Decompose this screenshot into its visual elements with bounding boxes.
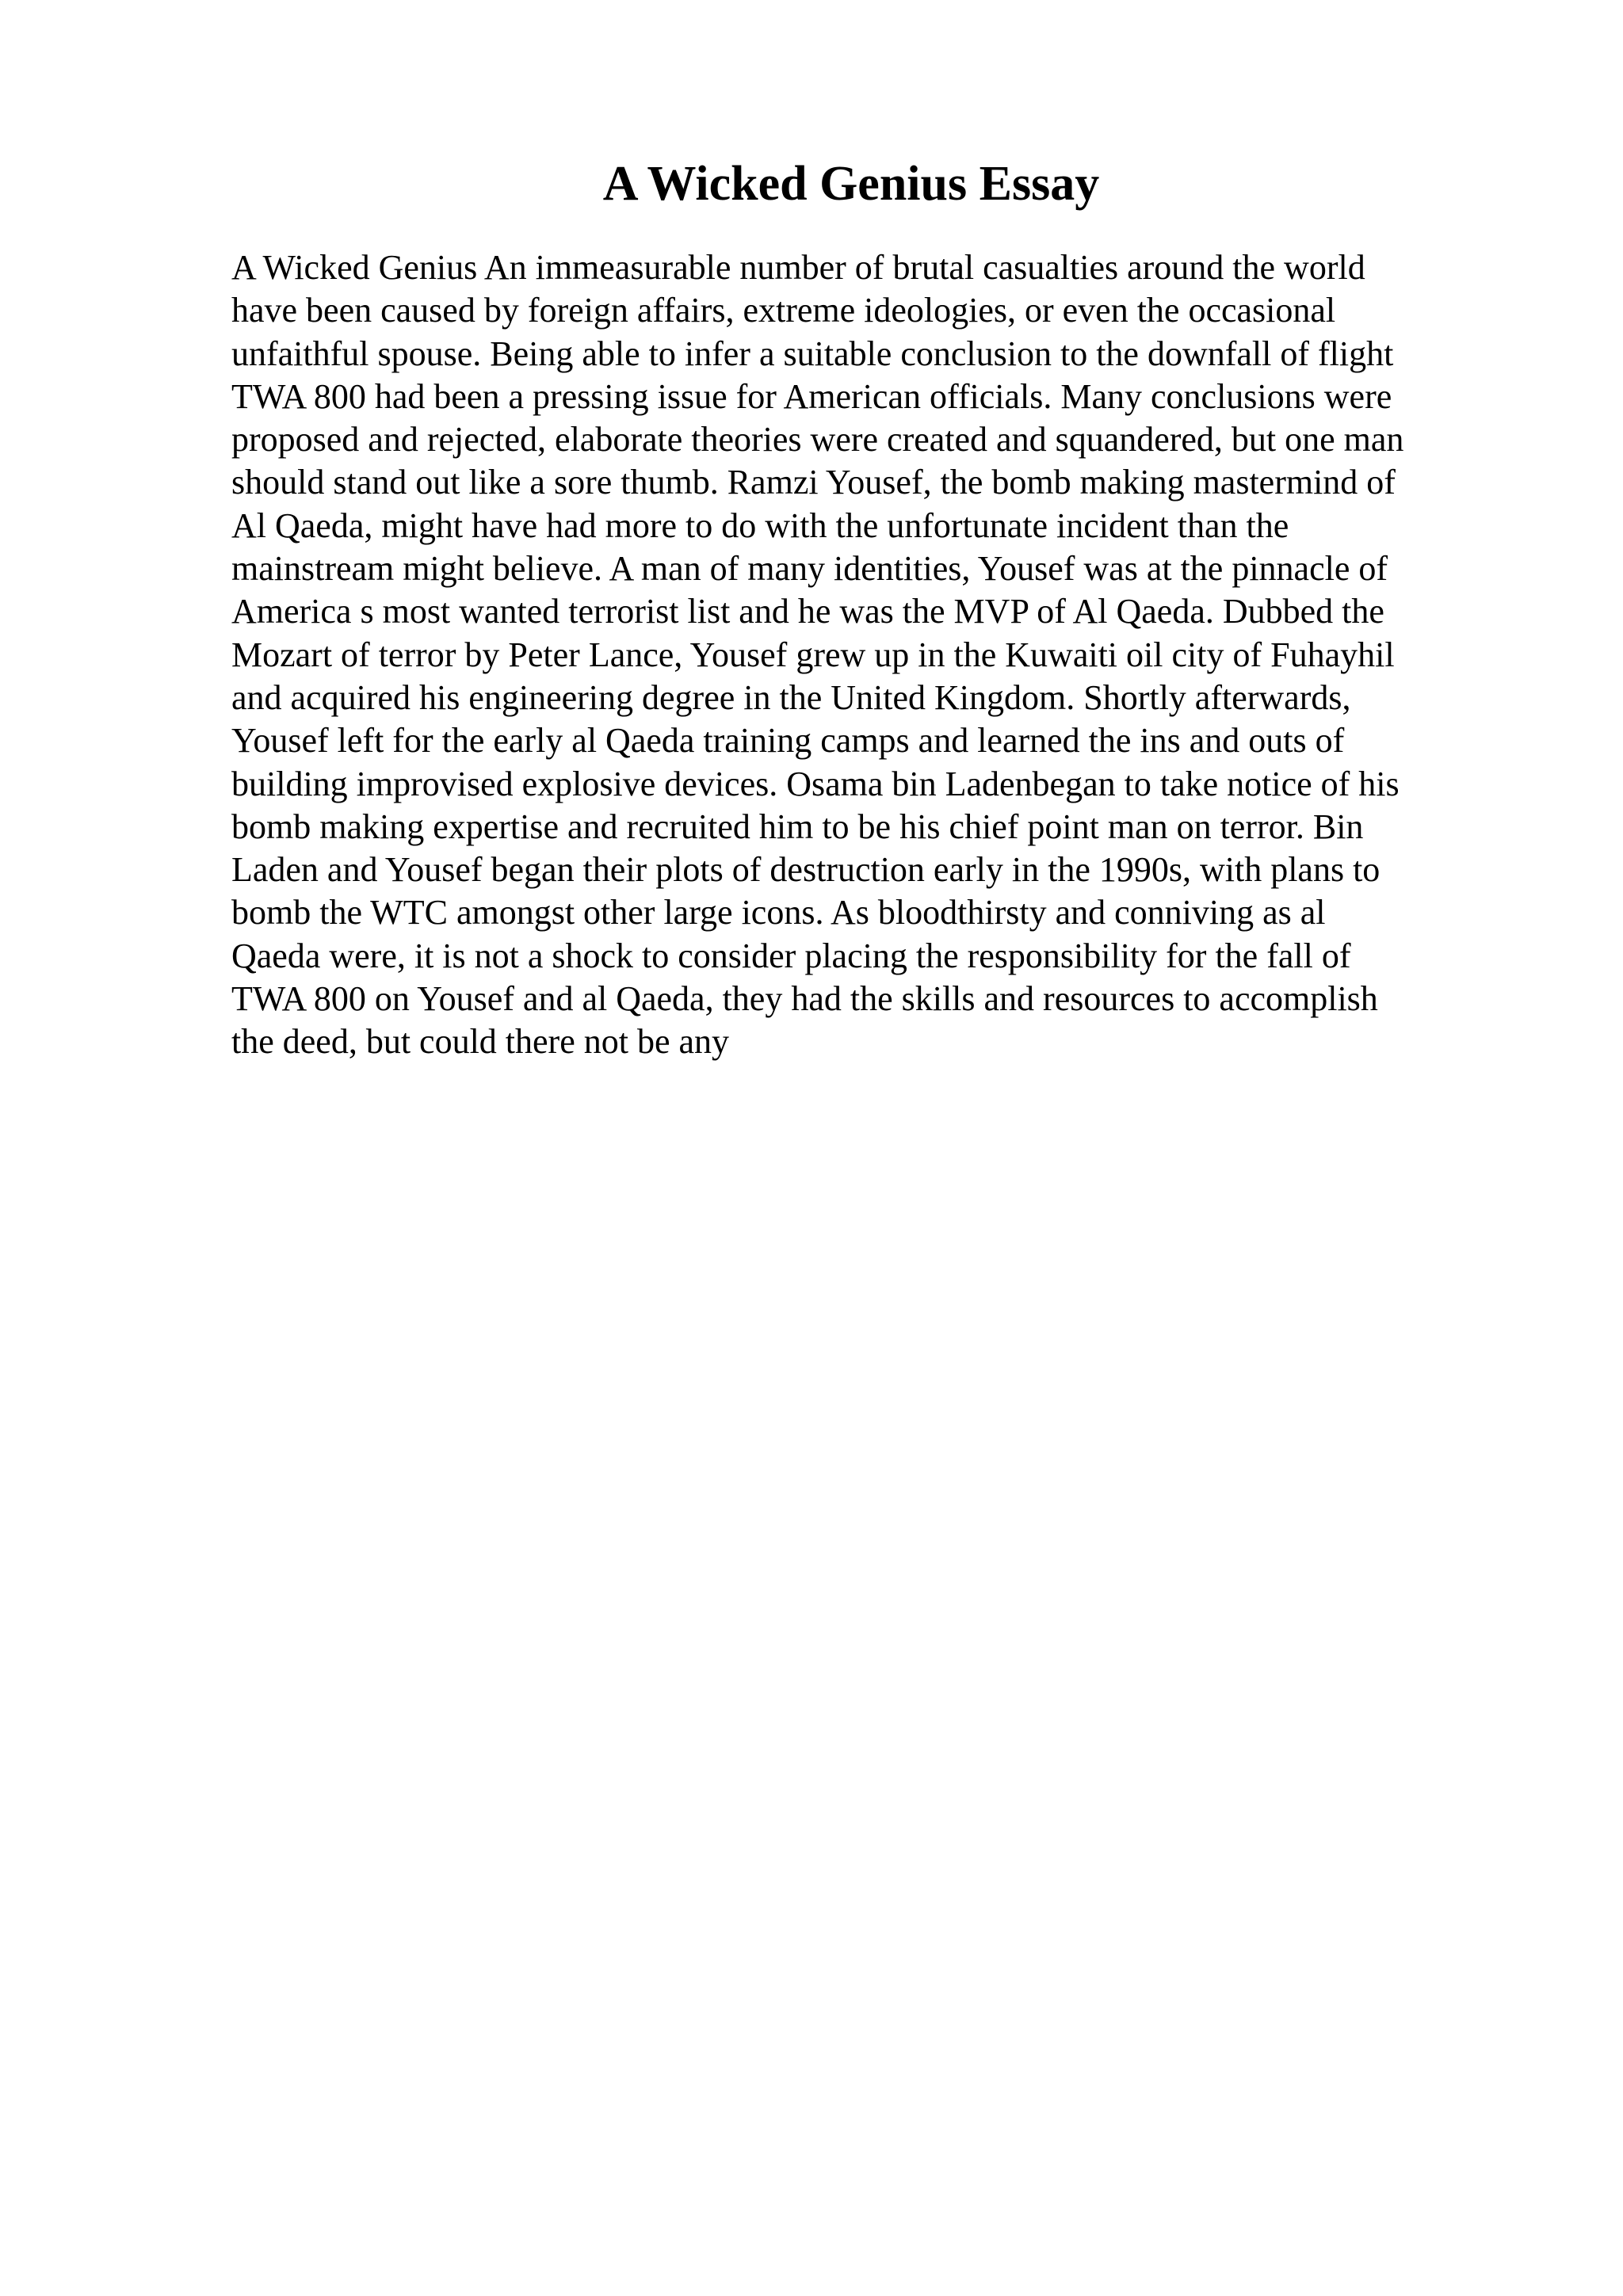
body-line: TWA 800 had been a pressing issue for American officials. Many conclusions were	[231, 376, 1392, 416]
body-line: Qaeda were, it is not a shock to consider placing the responsibility for the fall of	[231, 936, 1351, 975]
body-line: Yousef left for the early al Qaeda training camps and learned the ins and outs of	[231, 721, 1345, 761]
body-line: TWA 800 on Yousef and al Qaeda, they had the skills and resources to accomplish	[231, 979, 1378, 1019]
body-line: unfaithful spouse. Being able to infer a suitable conclusion to the downfall of flight	[231, 334, 1394, 373]
body-line: America s most wanted terrorist list and he was the MVP of Al Qaeda. Dubbed the	[231, 592, 1384, 631]
body-line: Laden and Yousef began their plots of destruction early in the 1990s, with plans to	[231, 850, 1381, 890]
body-line: have been caused by foreign affairs, extreme ideologies, or even the occasional	[231, 291, 1336, 330]
body-line: mainstream might believe. A man of many identities, Yousef was at the pinnacle of	[231, 549, 1388, 589]
body-line: the deed, but could there not be any	[231, 1022, 730, 1062]
body-line: bomb making expertise and recruited him to be his chief point man on terror. Bin	[231, 807, 1364, 846]
body-line: building improvised explosive devices. Osama bin Ladenbegan to take notice of his	[231, 764, 1400, 803]
body-line: Mozart of terror by Peter Lance, Yousef grew up in the Kuwaiti oil city of Fuhayhil	[231, 635, 1395, 674]
body-line: proposed and rejected, elaborate theories were created and squandered, but one man	[231, 420, 1404, 460]
document-body	[231, 246, 1499, 1064]
body-line: Al Qaeda, might have had more to do with the unfortunate incident than the	[231, 505, 1289, 545]
body-line: should stand out like a sore thumb. Ramzi Yousef, the bomb making mastermind of	[231, 463, 1396, 502]
body-line: bomb the WTC amongst other large icons. As bloodthirsty and conniving as al	[231, 893, 1326, 933]
body-line: A Wicked Genius An immeasurable number of brutal casualties around the world	[231, 248, 1365, 287]
document-title: A Wicked Genius Essay	[602, 157, 1100, 211]
body-line: and acquired his engineering degree in the United Kingdom. Shortly afterwards,	[231, 677, 1351, 717]
